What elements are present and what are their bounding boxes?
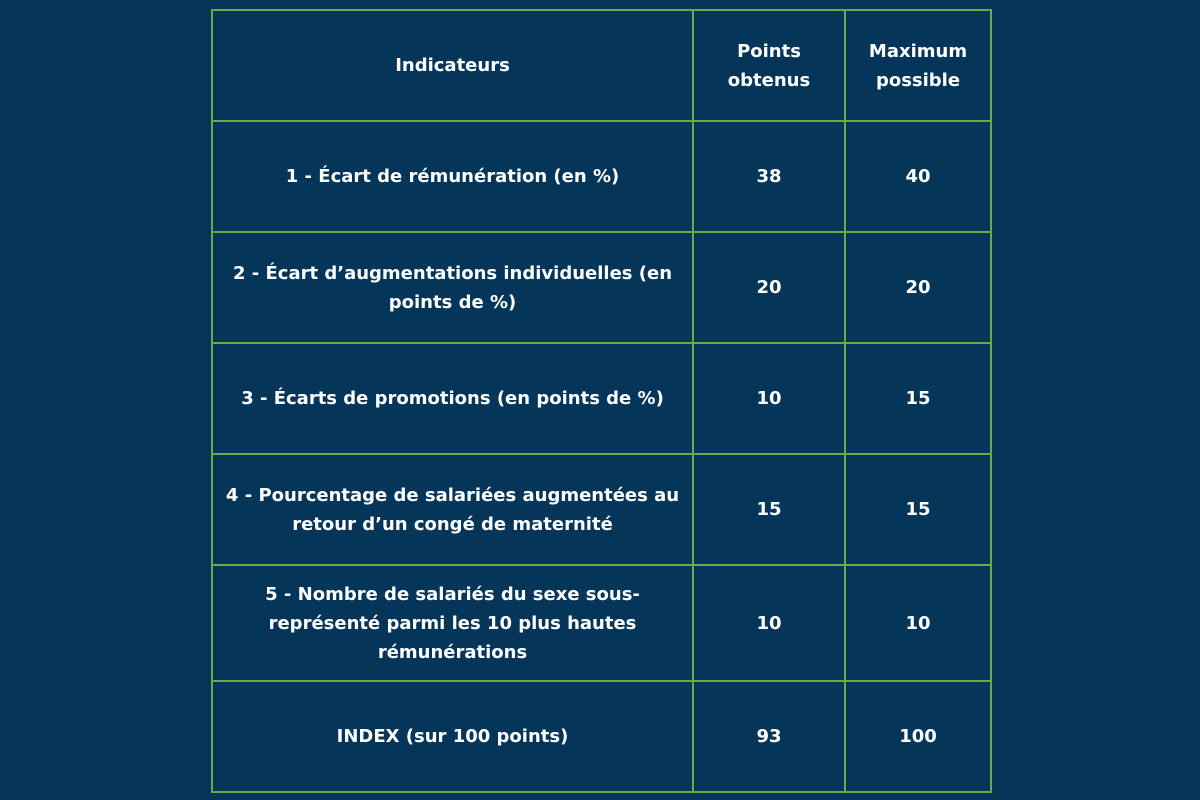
indicator-cell: 3 - Écarts de promotions (en points de %)	[212, 343, 693, 454]
table-row	[212, 454, 991, 565]
indicator-cell: 1 - Écart de rémunération (en %)	[212, 121, 693, 232]
header-maximum-possible: Maximum possible	[845, 10, 991, 121]
table-row	[212, 565, 991, 681]
max-cell: 15	[845, 454, 991, 565]
points-cell: 10	[693, 565, 845, 681]
points-cell: 20	[693, 232, 845, 343]
table-row	[212, 232, 991, 343]
index-table	[211, 9, 992, 793]
header-row	[212, 10, 991, 121]
total-row	[212, 681, 991, 792]
indicator-cell: 5 - Nombre de salariés du sexe sous-représenté parmi les 10 plus hautes rémunérations	[212, 565, 693, 681]
header-indicateurs: Indicateurs	[212, 10, 693, 121]
max-cell: 10	[845, 565, 991, 681]
total-max-cell: 100	[845, 681, 991, 792]
indicator-cell: 2 - Écart d’augmentations individuelles (en points de %)	[212, 232, 693, 343]
total-label-cell: INDEX (sur 100 points)	[212, 681, 693, 792]
max-cell: 20	[845, 232, 991, 343]
table-row	[212, 121, 991, 232]
header-points-obtenus: Points obtenus	[693, 10, 845, 121]
max-cell: 15	[845, 343, 991, 454]
table-row	[212, 343, 991, 454]
points-cell: 10	[693, 343, 845, 454]
points-cell: 15	[693, 454, 845, 565]
max-cell: 40	[845, 121, 991, 232]
indicator-cell: 4 - Pourcentage de salariées augmentées au retour d’un congé de maternité	[212, 454, 693, 565]
total-points-cell: 93	[693, 681, 845, 792]
points-cell: 38	[693, 121, 845, 232]
